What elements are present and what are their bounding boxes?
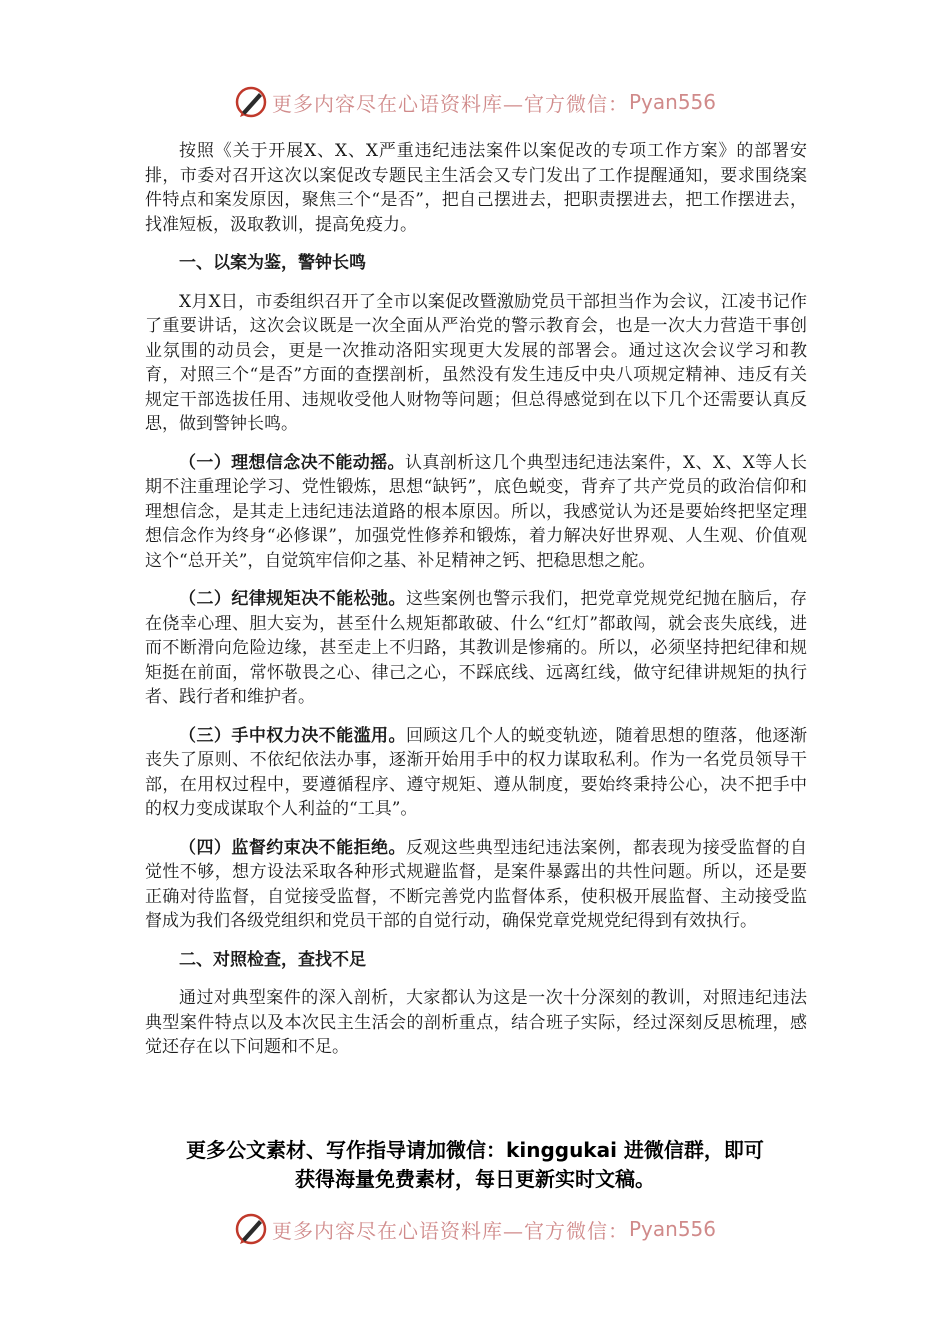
- promo-notice: [0, 1136, 950, 1194]
- banner-wechat-id: Pyan556: [628, 1217, 716, 1241]
- item-paragraph-1: [145, 451, 807, 574]
- banner-wechat-id: Pyan556: [628, 90, 716, 114]
- section2-paragraph: 通过对典型案件的深入剖析，大家都认为这是一次十分深刻的教训，对照违纪违法典型案件特点以及本次民主生活会的剖析重点，结合班子实际，经过深刻反思梳理，感觉还存在以下问题和不足。: [145, 988, 807, 1057]
- item-lead-1: （一）理想信念决不能动摇。: [179, 452, 405, 473]
- document-body: [145, 139, 807, 1060]
- item-lead-4: （四）监督约束决不能拒绝。: [179, 837, 406, 858]
- item-paragraph-2: [145, 587, 807, 710]
- intro-paragraph: 按照《关于开展X、X、X严重违纪违法案件以案促改的专项工作方案》的部署安排，市委对召开这次以案促改专题民主生活会又专门发出了工作提醒通知，要求围绕案件特点和案发原因，聚焦三个“是否”，把自己摆进去，把职责摆进去，把工作摆进去，找准短板，汲取教训，提高免疫力。: [145, 141, 807, 235]
- item-text-2: 这些案例也警示我们，把党章党规党纪抛在脑后，存在侥幸心理、胆大妄为，甚至什么规矩都敢破、什么“红灯”都敢闯，就会丧失底线，进而不断滑向危险边缘，甚至走上不归路，其教训是惨痛的。所以，必须坚持把纪律和规矩挺在前面，常怀敬畏之心、律己之心，不踩底线、远离红线，做守纪律讲规矩的执行者、践行者和维护者。: [145, 589, 808, 707]
- item-paragraph-3: [145, 724, 807, 822]
- item-text-4: 反观这些典型违纪违法案例，都表现为接受监督的自觉性不够，想方设法采取各种形式规避监督，是案件暴露出的共性问题。所以，还是要正确对待监督，自觉接受监督，不断完善党内监督体系，使积极开展监督、主动接受监督成为我们各级党组织和党员干部的自觉行动，确保党章党规党纪得到有效执行。: [145, 837, 808, 931]
- item-paragraph-4: [145, 836, 807, 934]
- pen-logo-icon: [234, 1212, 268, 1246]
- pen-logo-icon: [234, 85, 268, 119]
- banner-text: 更多内容尽在心语资料库—官方微信：: [271, 1218, 629, 1243]
- bottom-banner: [0, 1209, 950, 1249]
- item-lead-3: （三）手中权力决不能滥用。: [179, 725, 406, 746]
- item-text-1: 认真剖析这几个典型违纪违法案件，X、X、X等人长期不注重理论学习、党性锻炼，思想“缺钙”，底色蜕变，背弃了共产党员的政治信仰和理想信念，是其走上违纪违法道路的根本原因。所以，我感觉认为还是要始终把坚定理想信念作为终身“必修课”，加强党性修养和锻炼，着力解决好世界观、人生观、价值观这个“总开关”，自觉筑牢信仰之基、补足精神之钙、把稳思想之舵。: [145, 452, 808, 571]
- banner-text: 更多内容尽在心语资料库—官方微信：: [271, 91, 629, 116]
- item-text-3: 回顾这几个人的蜕变轨迹，随着思想的堕落，他逐渐丧失了原则、不依纪依法办事，逐渐开始用手中的权力谋取私利。作为一名党员领导干部，在用权过程中，要遵循程序、遵守规矩、遵从制度，要始终秉持公心，决不把手中的权力变成谋取个人利益的“工具”。: [145, 725, 808, 819]
- promo-line-2: 获得海量免费素材，每日更新实时文稿。: [295, 1167, 655, 1191]
- section2-heading: 二、对照检查，查找不足: [179, 949, 366, 970]
- top-banner: [0, 82, 950, 122]
- section1-heading: 一、以案为鉴，警钟长鸣: [179, 253, 366, 273]
- promo-line-1: 更多公文素材、写作指导请加微信：kinggukai 进微信群，即可: [186, 1138, 764, 1162]
- section1-paragraph: X月X日，市委组织召开了全市以案促改暨激励党员干部担当作为会议，江凌书记作了重要讲话，这次会议既是一次全面从严治党的警示教育会，也是一次大力营造干事创业氛围的动员会，更是一次推动洛阳实现更大发展的部署会。通过这次会议学习和教育，对照三个“是否”方面的查摆剖析，虽然没有发生违反中央八项规定精神、违反有关规定干部选拔任用、违规收受他人财物等问题；但总得感觉到在以下几个还需要认真反思，做到警钟长鸣。: [145, 291, 807, 434]
- item-lead-2: （二）纪律规矩决不能松弛。: [179, 589, 406, 609]
